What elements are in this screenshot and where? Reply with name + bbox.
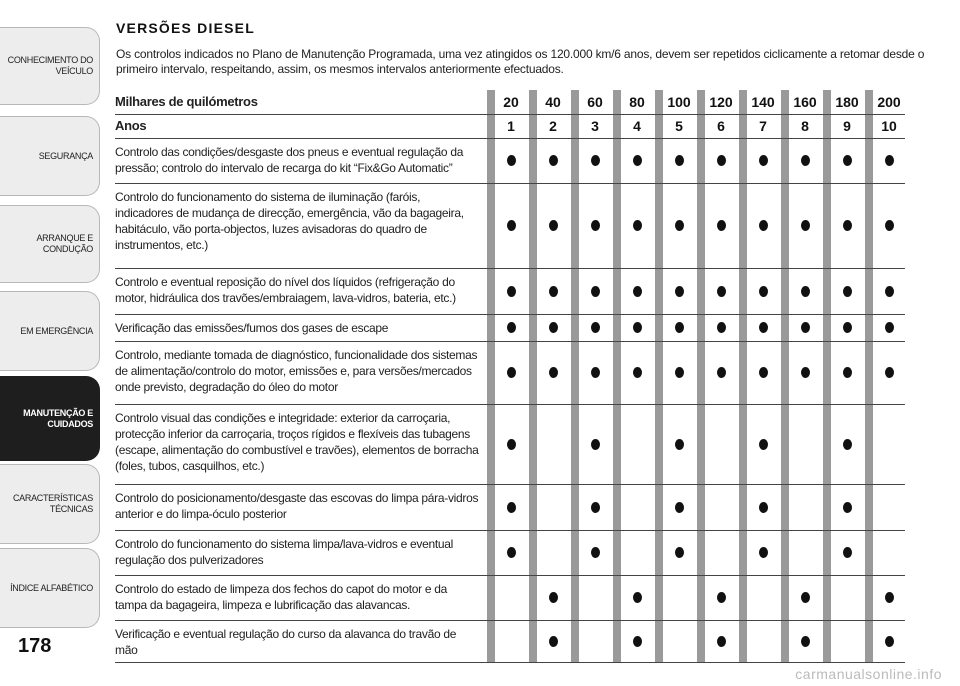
maintenance-mark bbox=[717, 220, 726, 231]
row-description: Controlo do posicionamento/desgaste das escovas do limpa pára-vidros anterior e do limpa-óculo posterior bbox=[115, 491, 479, 521]
km-value: 120 bbox=[709, 94, 733, 110]
maintenance-mark bbox=[843, 322, 852, 333]
maintenance-mark bbox=[507, 367, 516, 378]
maintenance-mark bbox=[591, 322, 600, 333]
maintenance-mark bbox=[507, 502, 516, 513]
maintenance-mark bbox=[633, 636, 642, 647]
section-intro: Os controlos indicados no Plano de Manutenção Programada, uma vez atingidos os 120.000 km/6 anos, devem ser repetidos ciclicamente a retomar desde o primeiro intervalo, respeitando, assim, os mesmos intervalos anteriormente efectuados. bbox=[116, 47, 925, 76]
maintenance-mark bbox=[675, 547, 684, 558]
table-row bbox=[115, 575, 905, 621]
km-value: 40 bbox=[545, 94, 561, 110]
maintenance-mark bbox=[591, 367, 600, 378]
year-value: 6 bbox=[717, 118, 725, 134]
maintenance-mark bbox=[801, 155, 810, 166]
year-value: 2 bbox=[549, 118, 557, 134]
maintenance-mark bbox=[591, 502, 600, 513]
maintenance-mark bbox=[801, 592, 810, 603]
maintenance-mark bbox=[885, 367, 894, 378]
year-value: 9 bbox=[843, 118, 851, 134]
year-value: 3 bbox=[591, 118, 599, 134]
tab-label: EM EMERGÊNCIA bbox=[20, 325, 93, 336]
maintenance-mark bbox=[885, 592, 894, 603]
row-description: Controlo visual das condições e integridade: exterior da carroçaria, protecção inferior da carroçaria, troços rígidos e flexíveis das tubagens (escape, alimentação do combustível e travões), elementos de borracha (foles, tubos, casquilhos, etc.) bbox=[115, 411, 479, 473]
tab-label: SEGURANÇA bbox=[38, 150, 93, 161]
maintenance-mark bbox=[717, 592, 726, 603]
section-title: VERSÕES DIESEL bbox=[116, 20, 255, 36]
maintenance-mark bbox=[843, 220, 852, 231]
maintenance-mark bbox=[885, 220, 894, 231]
maintenance-mark bbox=[549, 636, 558, 647]
km-value: 100 bbox=[667, 94, 691, 110]
maintenance-mark bbox=[591, 286, 600, 297]
maintenance-mark bbox=[633, 220, 642, 231]
table-row bbox=[115, 620, 905, 663]
year-value: 4 bbox=[633, 118, 641, 134]
maintenance-mark bbox=[633, 367, 642, 378]
maintenance-mark bbox=[549, 367, 558, 378]
year-value: 8 bbox=[801, 118, 809, 134]
tab-label: CARACTERÍSTICAS TÉCNICAS bbox=[12, 493, 93, 514]
maintenance-mark bbox=[549, 155, 558, 166]
tab-indice-alfabetico[interactable] bbox=[0, 548, 100, 628]
maintenance-mark bbox=[759, 439, 768, 450]
km-value: 180 bbox=[835, 94, 859, 110]
tab-label: ARRANQUE E CONDUÇÃO bbox=[36, 233, 93, 254]
km-value: 80 bbox=[629, 94, 645, 110]
maintenance-mark bbox=[507, 286, 516, 297]
maintenance-mark bbox=[843, 155, 852, 166]
maintenance-mark bbox=[717, 636, 726, 647]
row-description: Verificação das emissões/fumos dos gases de escape bbox=[115, 321, 389, 335]
maintenance-mark bbox=[843, 439, 852, 450]
km-value: 60 bbox=[587, 94, 603, 110]
tab-em-emergencia[interactable] bbox=[0, 291, 100, 371]
maintenance-mark bbox=[717, 322, 726, 333]
maintenance-mark bbox=[549, 220, 558, 231]
maintenance-mark bbox=[843, 367, 852, 378]
maintenance-mark bbox=[885, 322, 894, 333]
maintenance-mark bbox=[675, 322, 684, 333]
maintenance-mark bbox=[759, 367, 768, 378]
maintenance-mark bbox=[549, 286, 558, 297]
maintenance-mark bbox=[591, 547, 600, 558]
maintenance-mark bbox=[675, 286, 684, 297]
maintenance-mark bbox=[717, 367, 726, 378]
row-description: Controlo do funcionamento do sistema de iluminação (faróis, indicadores de mudança de direcção, emergência, vão da bagageira, habitáculo, vão porta-objectos, luzes avisadoras do quadro de instrumentos, etc.) bbox=[115, 190, 464, 252]
maintenance-mark bbox=[843, 547, 852, 558]
maintenance-mark bbox=[801, 286, 810, 297]
maintenance-mark bbox=[549, 322, 558, 333]
maintenance-mark bbox=[843, 286, 852, 297]
maintenance-mark bbox=[759, 322, 768, 333]
row-description: Controlo do estado de limpeza dos fechos do capot do motor e da tampa da bagageira, limpeza e lubrificação das alavancas. bbox=[115, 582, 447, 612]
tab-arranque-e-conducao[interactable] bbox=[0, 205, 100, 283]
page-number: 178 bbox=[18, 635, 52, 657]
tab-label: MANUTENÇÃO E CUIDADOS bbox=[23, 407, 93, 429]
maintenance-mark bbox=[885, 636, 894, 647]
maintenance-mark bbox=[759, 220, 768, 231]
year-value: 7 bbox=[759, 118, 767, 134]
year-value: 5 bbox=[675, 118, 683, 134]
years-label: Anos bbox=[115, 118, 147, 133]
maintenance-mark bbox=[675, 220, 684, 231]
header-years-row bbox=[115, 114, 905, 139]
maintenance-mark bbox=[885, 155, 894, 166]
km-value: 160 bbox=[793, 94, 817, 110]
tab-label: ÍNDICE ALFABÉTICO bbox=[10, 582, 93, 593]
maintenance-mark bbox=[801, 636, 810, 647]
maintenance-mark bbox=[591, 155, 600, 166]
maintenance-mark bbox=[633, 155, 642, 166]
maintenance-mark bbox=[507, 220, 516, 231]
maintenance-mark bbox=[675, 367, 684, 378]
row-description: Controlo das condições/desgaste dos pneus e eventual regulação da pressão; controlo do intervalo de recarga do kit “Fix&Go Automatic” bbox=[115, 145, 464, 175]
maintenance-mark bbox=[801, 322, 810, 333]
row-description: Controlo, mediante tomada de diagnóstico, funcionalidade dos sistemas de alimentação/controlo do motor, emissões e, para versões/mercados onde previsto, degradação do óleo do motor bbox=[115, 348, 478, 394]
maintenance-mark bbox=[675, 502, 684, 513]
maintenance-mark bbox=[759, 155, 768, 166]
maintenance-mark bbox=[591, 220, 600, 231]
tab-conhecimento-do-veiculo[interactable] bbox=[0, 27, 100, 105]
maintenance-mark bbox=[633, 322, 642, 333]
chapter-sidebar bbox=[0, 0, 100, 686]
row-description: Controlo do funcionamento do sistema limpa/lava-vidros e eventual regulação dos pulverizadores bbox=[115, 537, 454, 567]
maintenance-mark bbox=[591, 439, 600, 450]
maintenance-mark bbox=[843, 502, 852, 513]
maintenance-mark bbox=[759, 547, 768, 558]
maintenance-mark bbox=[549, 592, 558, 603]
maintenance-mark bbox=[885, 286, 894, 297]
maintenance-mark bbox=[759, 502, 768, 513]
maintenance-mark bbox=[759, 286, 768, 297]
row-description: Controlo e eventual reposição do nível dos líquidos (refrigeração do motor, hidráulica dos travões/embraiagem, lava-vidros, bateria, etc.) bbox=[115, 275, 456, 305]
tab-seguranca[interactable] bbox=[0, 116, 100, 196]
maintenance-mark bbox=[507, 439, 516, 450]
row-description: Verificação e eventual regulação do curso da alavanca do travão de mão bbox=[115, 627, 457, 657]
maintenance-mark bbox=[675, 439, 684, 450]
maintenance-mark bbox=[507, 547, 516, 558]
maintenance-mark bbox=[717, 155, 726, 166]
maintenance-mark bbox=[801, 367, 810, 378]
km-value: 140 bbox=[751, 94, 775, 110]
tab-label: CONHECIMENTO DO VEÍCULO bbox=[7, 55, 93, 76]
km-value: 20 bbox=[503, 94, 519, 110]
maintenance-mark bbox=[507, 322, 516, 333]
tab-caracteristicas-tecnicas[interactable] bbox=[0, 464, 100, 544]
maintenance-mark bbox=[507, 155, 516, 166]
km-label: Milhares de quilómetros bbox=[115, 94, 258, 109]
km-value: 200 bbox=[877, 94, 901, 110]
header-km-row bbox=[115, 90, 905, 115]
maintenance-mark bbox=[633, 592, 642, 603]
year-value: 10 bbox=[881, 118, 897, 134]
maintenance-mark bbox=[633, 286, 642, 297]
year-value: 1 bbox=[507, 118, 515, 134]
maintenance-mark bbox=[717, 286, 726, 297]
tab-manutencao-e-cuidados[interactable] bbox=[0, 376, 100, 461]
maintenance-mark bbox=[675, 155, 684, 166]
footer-brand: carmanualsonline.info bbox=[795, 666, 942, 682]
maintenance-mark bbox=[801, 220, 810, 231]
